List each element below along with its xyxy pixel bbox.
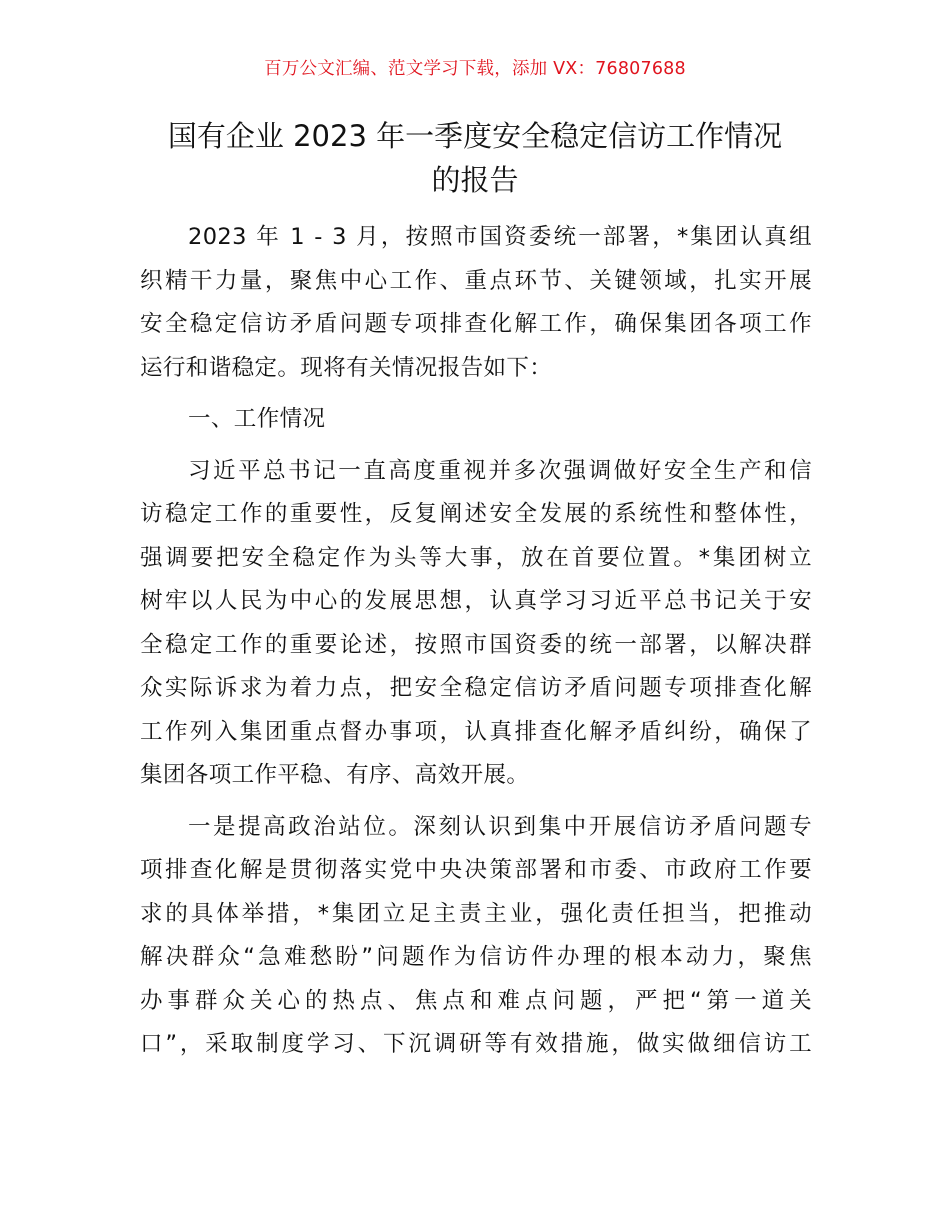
- paragraph-line: 口”，采取制度学习、下沉调研等有效措施，做实做细信访工: [140, 1031, 812, 1057]
- paragraph-line: 项排查化解是贯彻落实党中央决策部署和市委、市政府工作要: [140, 857, 812, 883]
- paragraph-line: 办事群众关心的热点、焦点和难点问题，严把“第一道关: [140, 987, 812, 1014]
- work-situation-paragraph: [140, 450, 812, 798]
- paragraph-line: 众实际诉求为着力点，把安全稳定信访矛盾问题专项排查化解: [140, 675, 812, 701]
- paragraph-line: 树牢以人民为中心的发展思想，认真学习习近平总书记关于安: [140, 588, 812, 614]
- political-stance-paragraph: [140, 806, 812, 1067]
- paragraph-line: 运行和谐稳定。现将有关情况报告如下：: [140, 354, 553, 381]
- paragraph-line: 2023 年 1 - 3 月，按照市国资委统一部署，*集团认真组: [188, 224, 812, 250]
- paragraph-line: 习近平总书记一直高度重视并多次强调做好安全生产和信: [188, 457, 812, 484]
- watermark-banner: 百万公文汇编、范文学习下载，添加 VX：76807688: [264, 59, 686, 79]
- paragraph-line: 织精干力量，聚焦中心工作、重点环节、关键领域，扎实开展: [140, 267, 812, 294]
- intro-paragraph: [140, 216, 812, 390]
- paragraph-line: 集团各项工作平稳、有序、高效开展。: [140, 762, 530, 788]
- paragraph-line: 访稳定工作的重要性，反复阐述安全发展的系统性和整体性，: [140, 501, 812, 527]
- paragraph-line: 解决群众“急难愁盼”问题作为信访件办理的根本动力，聚焦: [140, 944, 812, 970]
- paragraph-line: 求的具体举措，*集团立足主责主业，强化责任担当，把推动: [140, 900, 812, 927]
- document-body: [140, 216, 812, 1067]
- title-line-2: 的报告: [431, 163, 519, 197]
- title-line-1: 国有企业 2023 年一季度安全稳定信访工作情况: [167, 119, 783, 153]
- document-title: [130, 114, 820, 202]
- paragraph-line: 一是提高政治站位。深刻认识到集中开展信访矛盾问题专: [188, 813, 812, 840]
- paragraph-line: 全稳定工作的重要论述，按照市国资委的统一部署，以解决群: [140, 631, 812, 658]
- paragraph-line: 安全稳定信访矛盾问题专项排查化解工作，确保集团各项工作: [140, 311, 812, 337]
- section-heading: 一、工作情况: [188, 406, 326, 432]
- paragraph-line: 工作列入集团重点督办事项，认真排查化解矛盾纠纷，确保了: [140, 718, 812, 745]
- paragraph-line: 强调要把安全稳定作为头等大事，放在首要位置。*集团树立: [140, 544, 812, 571]
